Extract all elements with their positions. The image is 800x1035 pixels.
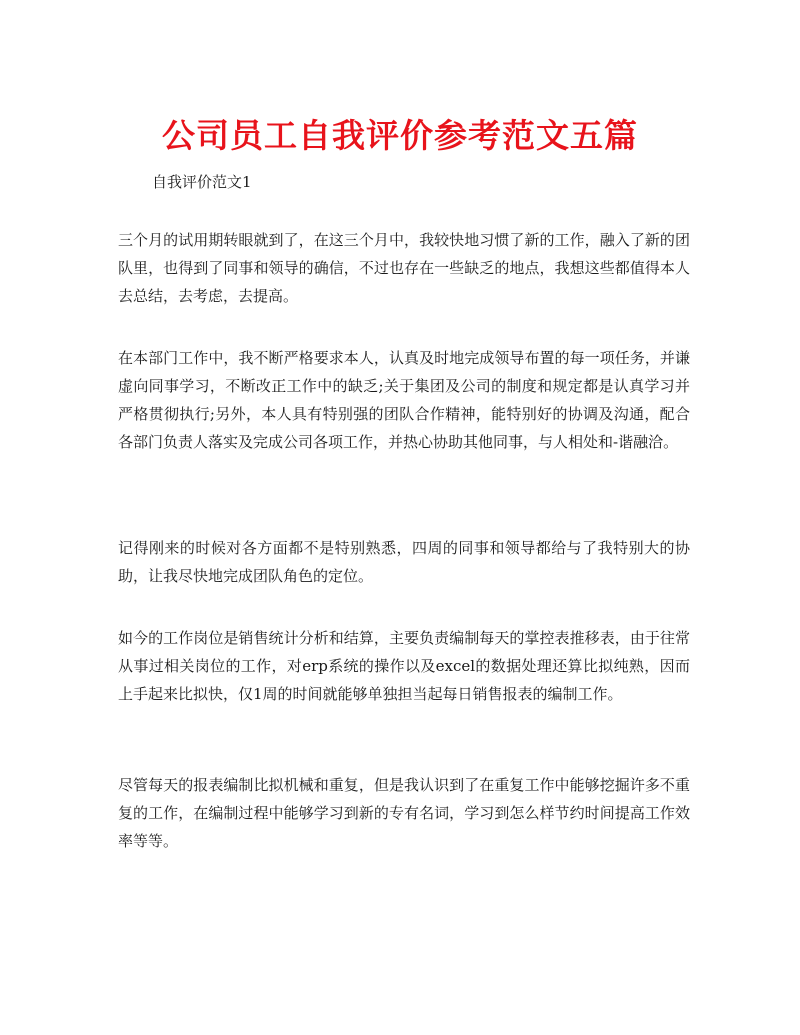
document-subtitle: 自我评价范文1 — [152, 173, 252, 191]
paragraph-1: 三个月的试用期转眼就到了，在这三个月中，我较快地习惯了新的工作，融入了新的团队里，也得到了同事和领导的确信，不过也存在一些缺乏的地点，我想这些都值得本人去总结，去考虑，去提高。 — [118, 231, 690, 305]
document-title: 公司员工自我评价参考范文五篇 — [162, 116, 638, 155]
paragraph-4: 如今的工作岗位是销售统计分析和结算，主要负责编制每天的掌控表推移表，由于往常从事过相关岗位的工作，对erp系统的操作以及excel的数据处理还算比拟纯熟，因而上手起来比拟快，仅1周的时间就能够单独担当起每日销售报表的编制工作。 — [118, 629, 690, 703]
paragraph-2: 在本部门工作中，我不断严格要求本人，认真及时地完成领导布置的每一项任务，并谦虚向同事学习，不断改正工作中的缺乏;关于集团及公司的制度和规定都是认真学习并严格贯彻执行;另外，本人具有特别强的团队合作精神，能特别好的协调及沟通，配合各部门负责人落实及完成公司各项工作，并热心协助其他同事，与人相处和-谐融洽。 — [118, 349, 690, 451]
paragraph-5: 尽管每天的报表编制比拟机械和重复，但是我认识到了在重复工作中能够挖掘许多不重复的工作，在编制过程中能够学习到新的专有名词，学习到怎么样节约时间提高工作效率等等。 — [118, 776, 690, 850]
paragraph-3: 记得刚来的时候对各方面都不是特别熟悉，四周的同事和领导都给与了我特别大的协助，让我尽快地完成团队角色的定位。 — [118, 539, 690, 585]
